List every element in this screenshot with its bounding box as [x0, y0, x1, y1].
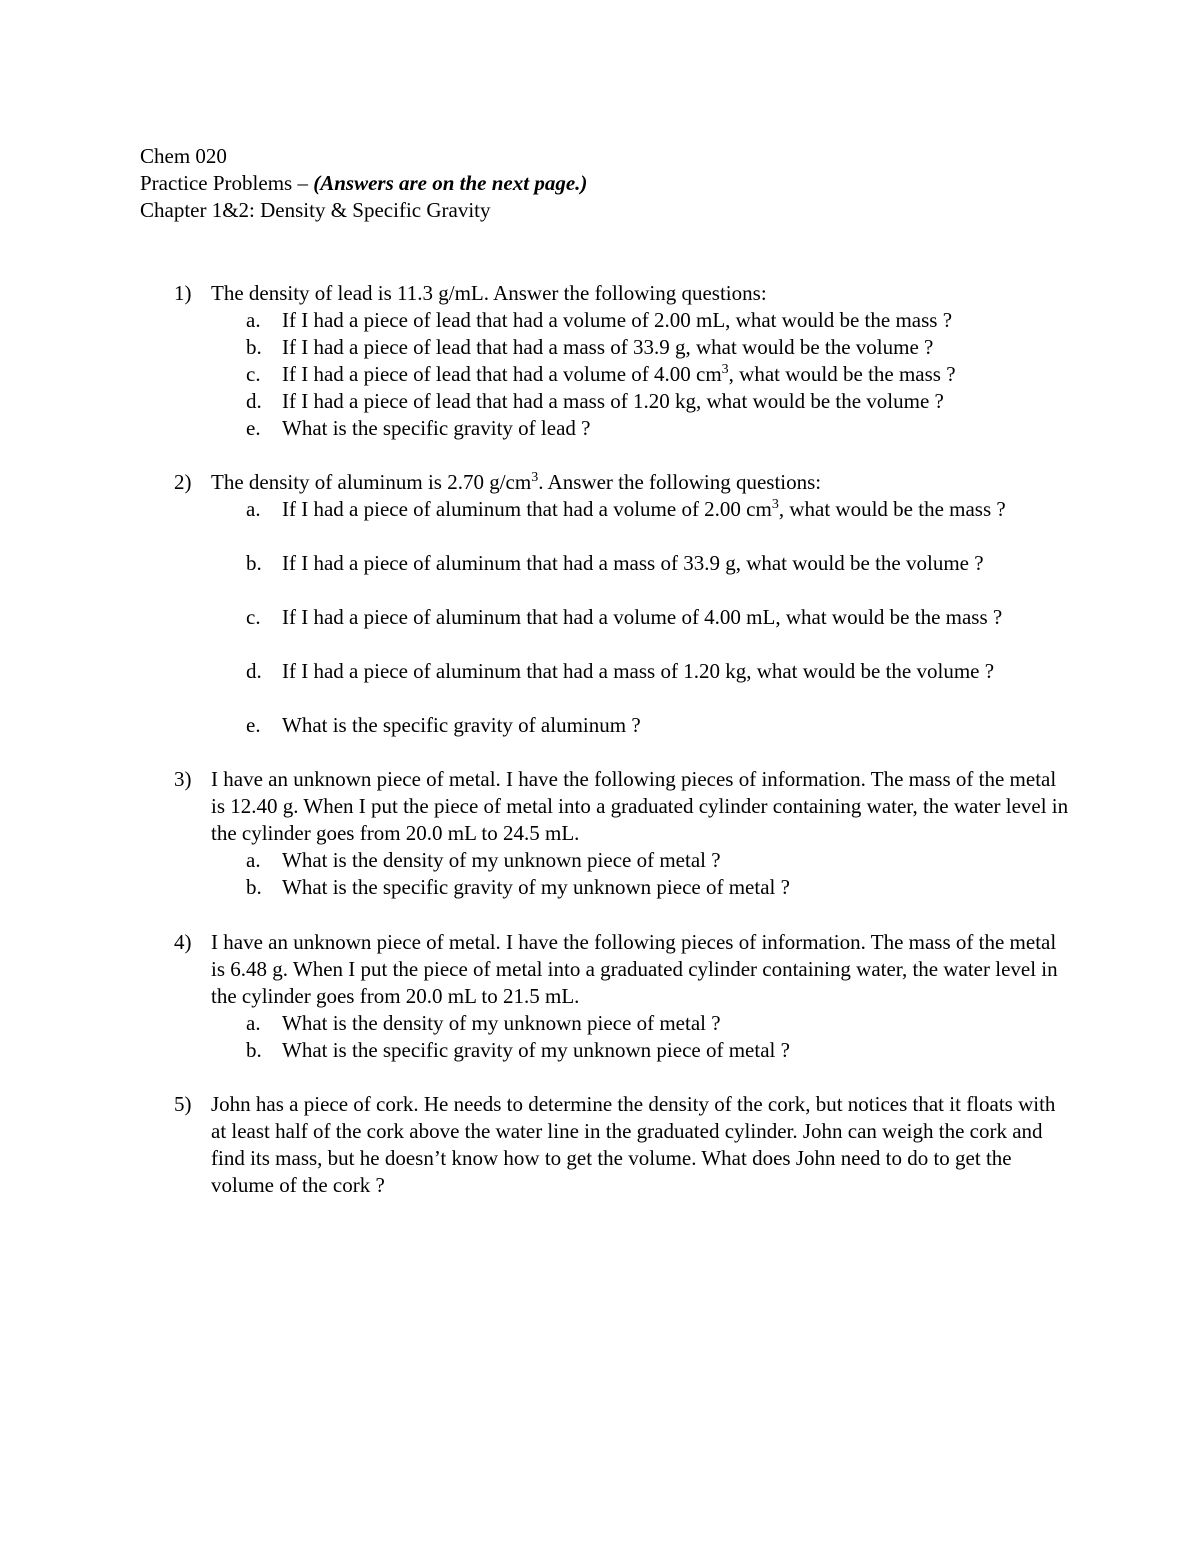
sub-text-after: , what would be the mass ? — [728, 362, 956, 386]
superscript: 3 — [771, 497, 779, 512]
sub-text-before: If I had a piece of aluminum that had a volume of 2.00 cm — [282, 497, 772, 521]
superscript: 3 — [531, 470, 539, 485]
problem-text-before: The density of aluminum is 2.70 g/cm — [211, 470, 532, 494]
sub-text: What is the density of my unknown piece of metal ? — [282, 848, 721, 872]
problem-number: 3) — [174, 767, 192, 791]
sub-text — [282, 361, 1072, 388]
sub-letter: d. — [246, 659, 262, 683]
sub-text: If I had a piece of lead that had a mass of 1.20 kg, what would be the volume ? — [282, 389, 944, 413]
sub-letter: a. — [246, 497, 261, 521]
sub-letter: c. — [246, 605, 261, 629]
problem-number: 1) — [174, 281, 192, 305]
problem-text-after: . Answer the following questions: — [538, 470, 822, 494]
sub-letter: e. — [246, 713, 261, 737]
problem-number: 4) — [174, 930, 192, 954]
sub-text: What is the density of my unknown piece of metal ? — [282, 1011, 721, 1035]
sub-text: What is the specific gravity of my unknown piece of metal ? — [282, 1038, 790, 1062]
problem-text: I have an unknown piece of metal. I have the following pieces of information. The mass of the metal is 12.40 g. When I put the piece of metal into a graduated cylinder containing water, the water level in the cylinder goes from 20.0 mL to 24.5 mL. — [211, 767, 1069, 845]
sub-text: What is the specific gravity of aluminum ? — [282, 713, 641, 737]
sub-letter: a. — [246, 308, 261, 332]
chapter-heading: Chapter 1&2: Density & Specific Gravity — [140, 198, 491, 222]
problem-text: John has a piece of cork. He needs to determine the density of the cork, but notices that it floats with at least half of the cork above the water line in the graduated cylinder. John can weigh the cork and find its mass, but he doesn’t know how to get the volume. What does John need to do to get the volume of the cork ? — [211, 1092, 1056, 1197]
document-title — [140, 170, 587, 197]
title-note: (Answers are on the next page.) — [313, 171, 588, 195]
document-header — [140, 143, 587, 224]
problem-text: I have an unknown piece of metal. I have the following pieces of information. The mass of the metal is 6.48 g. When I put the piece of metal into a graduated cylinder containing water, the water level in the cylinder goes from 20.0 mL to 21.5 mL. — [211, 930, 1058, 1008]
sub-text: If I had a piece of lead that had a volume of 2.00 mL, what would be the mass ? — [282, 308, 953, 332]
problem-text: The density of lead is 11.3 g/mL. Answer the following questions: — [211, 281, 767, 305]
sub-letter: c. — [246, 362, 261, 386]
sub-text-before: If I had a piece of lead that had a volume of 4.00 cm — [282, 362, 722, 386]
sub-text: If I had a piece of aluminum that had a mass of 1.20 kg, what would be the volume ? — [282, 659, 995, 683]
sub-letter: b. — [246, 1038, 262, 1062]
sub-text: If I had a piece of aluminum that had a mass of 33.9 g, what would be the volume ? — [282, 551, 984, 575]
course-name: Chem 020 — [140, 144, 227, 168]
problem-text — [211, 469, 1071, 496]
problem-number: 5) — [174, 1092, 192, 1116]
sub-text: If I had a piece of lead that had a mass of 33.9 g, what would be the volume ? — [282, 335, 934, 359]
sub-letter: e. — [246, 416, 261, 440]
title-prefix: Practice Problems – — [140, 171, 314, 195]
sub-text — [282, 496, 1072, 523]
sub-text-after: , what would be the mass ? — [778, 497, 1006, 521]
sub-letter: d. — [246, 389, 262, 413]
sub-text: What is the specific gravity of lead ? — [282, 416, 591, 440]
problem-number: 2) — [174, 470, 192, 494]
sub-text: What is the specific gravity of my unknown piece of metal ? — [282, 875, 790, 899]
sub-text: If I had a piece of aluminum that had a volume of 4.00 mL, what would be the mass ? — [282, 605, 1003, 629]
sub-letter: b. — [246, 551, 262, 575]
superscript: 3 — [721, 362, 729, 377]
sub-letter: b. — [246, 875, 262, 899]
sub-letter: a. — [246, 1011, 261, 1035]
sub-letter: a. — [246, 848, 261, 872]
sub-letter: b. — [246, 335, 262, 359]
